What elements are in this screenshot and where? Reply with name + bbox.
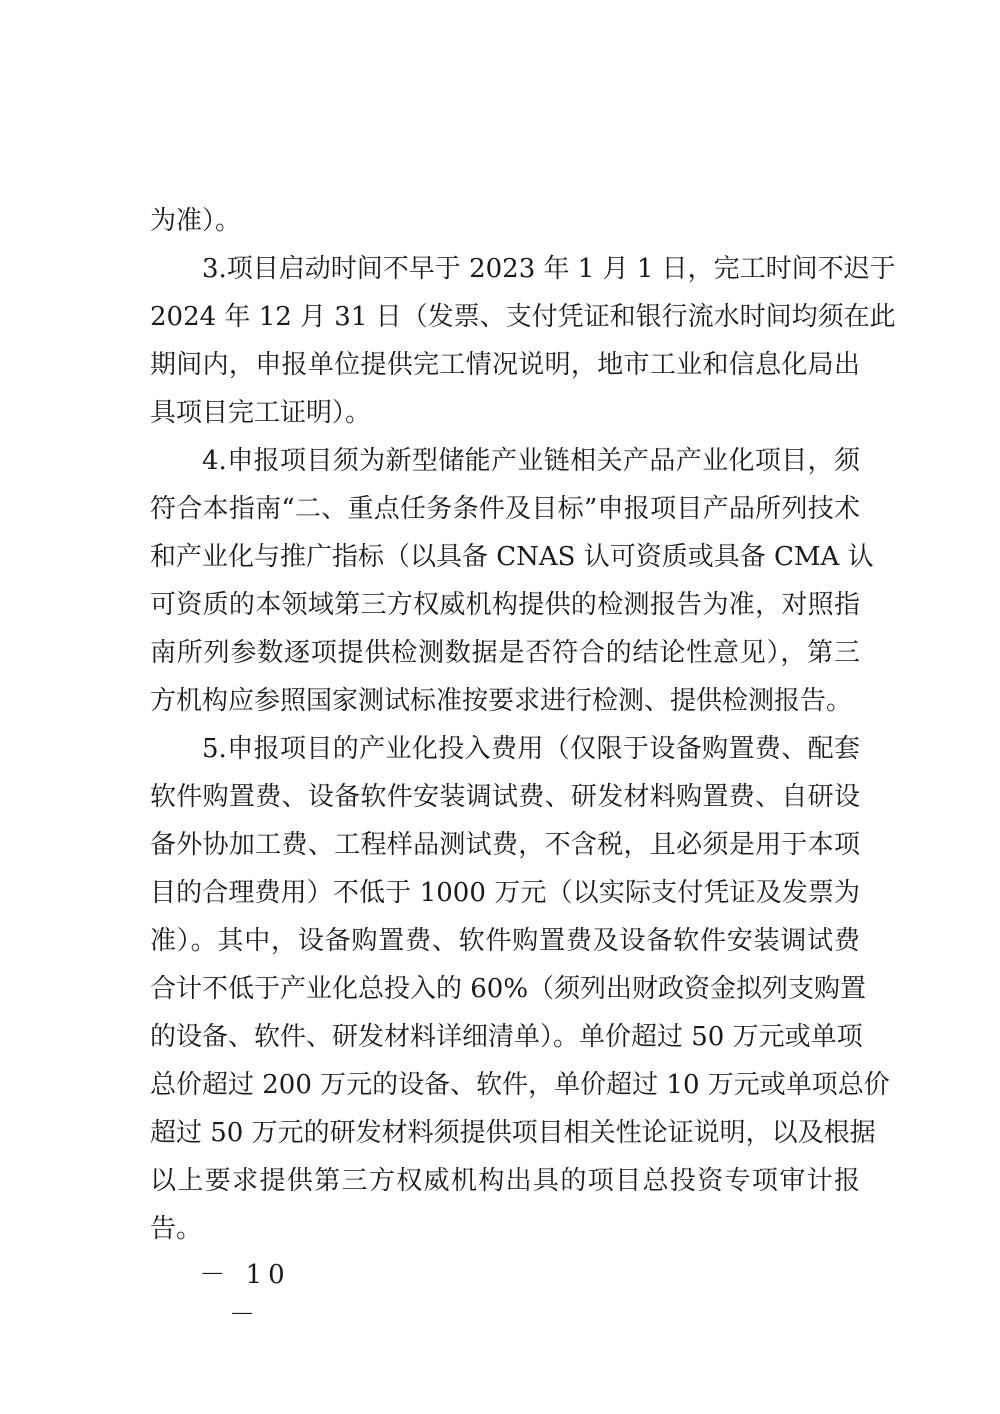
text-line: 软件购置费、设备软件安装调试费、研发材料购置费、自研设 <box>150 782 860 812</box>
page-number: － 10 － <box>199 1260 291 1330</box>
text-line: 2024 年 12 月 31 日（发票、支付凭证和银行流水时间均须在此 <box>150 302 896 332</box>
text-line: 可资质的本领域第三方权威机构提供的检测报告为准，对照指 <box>150 590 860 620</box>
text-line: 告。 <box>150 1214 203 1244</box>
text-line: 为准）。 <box>150 206 242 236</box>
text-line: 总价超过 200 万元的设备、软件，单价超过 10 万元或单项总价 <box>150 1070 890 1100</box>
text-line: 期间内，申报单位提供完工情况说明，地市工业和信息化局出 <box>150 350 860 380</box>
text-line: 准）。其中，设备购置费、软件购置费及设备软件安装调试费 <box>150 926 860 956</box>
text-line: 合计不低于产业化总投入的 60%（须列出财政资金拟列支购置 <box>150 974 867 1004</box>
text-line: 南所列参数逐项提供检测数据是否符合的结论性意见），第三 <box>150 638 860 668</box>
text-line: 的设备、软件、研发材料详细清单）。单价超过 50 万元或单项 <box>150 1022 863 1052</box>
text-line: 超过 50 万元的研发材料须提供项目相关性论证说明，以及根据 <box>150 1118 876 1148</box>
text-line: 5.申报项目的产业化投入费用（仅限于设备购置费、配套 <box>202 734 860 764</box>
text-line: 目的合理费用）不低于 1000 万元（以实际支付凭证及发票为 <box>150 878 860 908</box>
text-line: 备外协加工费、工程样品测试费，不含税，且必须是用于本项 <box>150 830 860 860</box>
text-line: 和产业化与推广指标（以具备 CNAS 认可资质或具备 CMA 认 <box>150 542 874 572</box>
text-line: 方机构应参照国家测试标准按要求进行检测、提供检测报告。 <box>150 686 853 716</box>
text-line: 以上要求提供第三方权威机构出具的项目总投资专项审计报 <box>150 1166 860 1196</box>
text-line: 符合本指南“二、重点任务条件及目标”申报项目产品所列技术 <box>150 494 860 524</box>
text-line: 4.申报项目须为新型储能产业链相关产品产业化项目，须 <box>202 446 860 476</box>
text-line: 具项目完工证明）。 <box>150 398 372 428</box>
text-line: 3.项目启动时间不早于 2023 年 1 月 1 日，完工时间不迟于 <box>202 254 896 284</box>
